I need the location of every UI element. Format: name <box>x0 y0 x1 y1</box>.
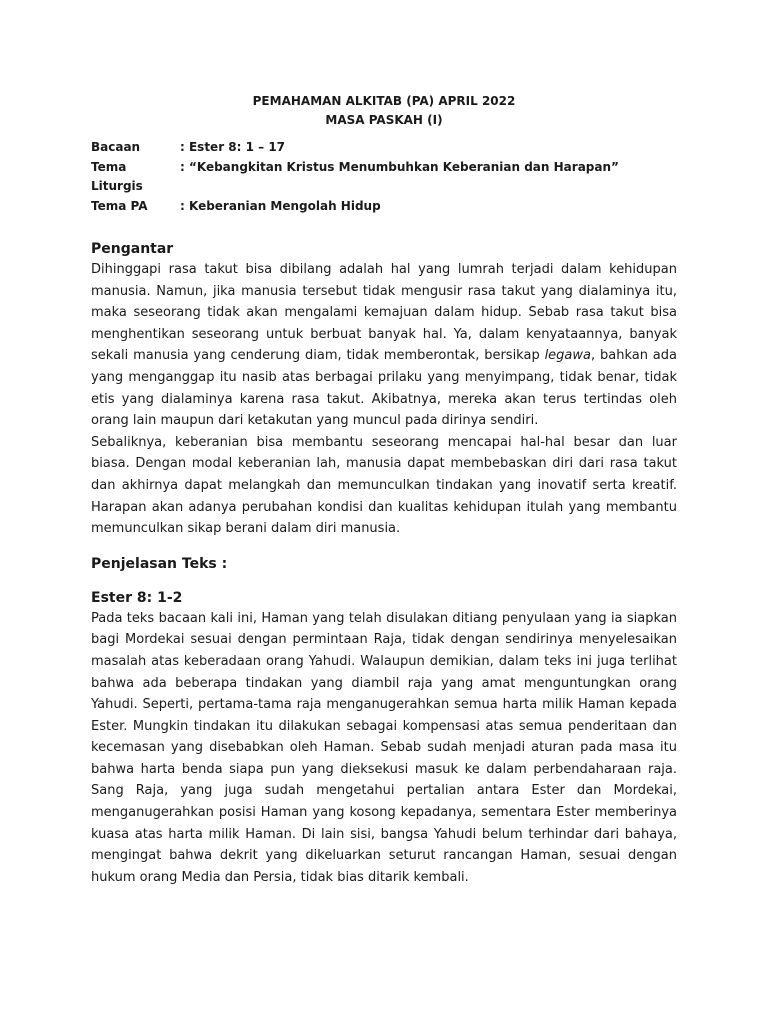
document-title <box>91 92 677 130</box>
text-run: Dihinggapi rasa takut bisa dibilang adalah hal yang lumrah terjadi dalam kehidupan manusia. Namun, jika manusia tersebut tidak mengusir rasa takut yang dialaminya itu, maka seseorang tidak akan mengalami kemajuan dalam hidup. Sebab rasa takut bisa menghentikan seseorang untuk berbuat banyak hal. Ya, dalam kenyataannya, banyak sekali manusia yang cenderung diam, tidak memberontak, bersikap <box>91 262 677 364</box>
meta-key: Tema Liturgis <box>91 159 143 193</box>
section-heading-pengantar: Pengantar <box>91 241 174 257</box>
meta-value: : Ester 8: 1 – 17 <box>180 140 286 154</box>
meta-row-tema-liturgis <box>91 158 677 197</box>
meta-row-bacaan <box>91 138 677 158</box>
ester-paragraph-1: Pada teks bacaan kali ini, Haman yang telah disulakan ditiang penyulaan yang ia siapkan bagi Mordekai sesuai dengan permintaan Raja, tidak dengan sendirinya menyelesaikan masalah atas keberadaan orang Yahudi. Walaupun demikian, dalam teks ini juga terlihat bahwa ada beberapa tindakan yang diambil raja yang amat menguntungkan orang Yahudi. Seperti, pertama-tama raja menganugerahkan semua harta milik Haman kepada Ester. Mungkin tindakan itu dilakukan sebagai kompensasi atas semua penderitaan dan kecemasan yang disebabkan oleh Haman. Sebab sudah menjadi aturan pada masa itu bahwa harta benda siapa pun yang dieksekusi masuk ke dalam perbendaharaan raja. Sang Raja, yang juga sudah mengetahui pertalian antara Ester dan Mordekai, menganugerahkan posisi Haman yang kosong kepadanya, sementara Ester memberinya kuasa atas harta milik Haman. Di lain sisi, bangsa Yahudi belum terhindar dari bahaya, mengingat bahwa dekrit yang dikeluarkan seturut rancangan Haman, sesuai dengan hukum orang Media dan Persia, tidak bias ditarik kembali. <box>91 610 677 885</box>
section-heading-ester: Ester 8: 1-2 <box>91 589 183 606</box>
meta-value: : “Kebangkitan Kristus Menumbuhkan Keberanian dan Harapan” <box>180 159 619 174</box>
title-line-2: MASA PASKAH (I) <box>325 113 443 127</box>
section-heading-penjelasan: Penjelasan Teks : <box>91 555 228 572</box>
meta-block <box>91 138 677 216</box>
text-run: , bahkan ada yang menganggap itu nasib atas berbagai prilaku yang menyimpang, tidak benar, tidak etis yang dialaminya karena rasa takut. Akibatnya, mereka akan terus tertindas oleh orang lain maupun dari ketakutan yang muncul pada dirinya sendiri. <box>91 348 677 429</box>
meta-key: Bacaan <box>91 140 141 154</box>
pengantar-paragraph-2: Sebaliknya, keberanian bisa membantu seseorang mencapai hal-hal besar dan luar biasa. Dengan modal keberanian lah, manusia dapat membebaskan diri dari rasa takut dan akhirnya dapat melangkah dan memunculkan tindakan yang inovatif serta kreatif. Harapan akan adanya perubahan kondisi dan kualitas kehidupan itulah yang membantu memunculkan sikap berani dalam diri manusia. <box>91 434 677 537</box>
pengantar-paragraph-1 <box>91 259 677 432</box>
meta-row-tema-pa <box>91 197 677 217</box>
meta-key: Tema PA <box>91 198 148 213</box>
title-line-1: PEMAHAMAN ALKITAB (PA) APRIL 2022 <box>252 94 516 108</box>
italic-term: legawa <box>544 348 591 364</box>
meta-value: : Keberanian Mengolah Hidup <box>180 198 381 213</box>
